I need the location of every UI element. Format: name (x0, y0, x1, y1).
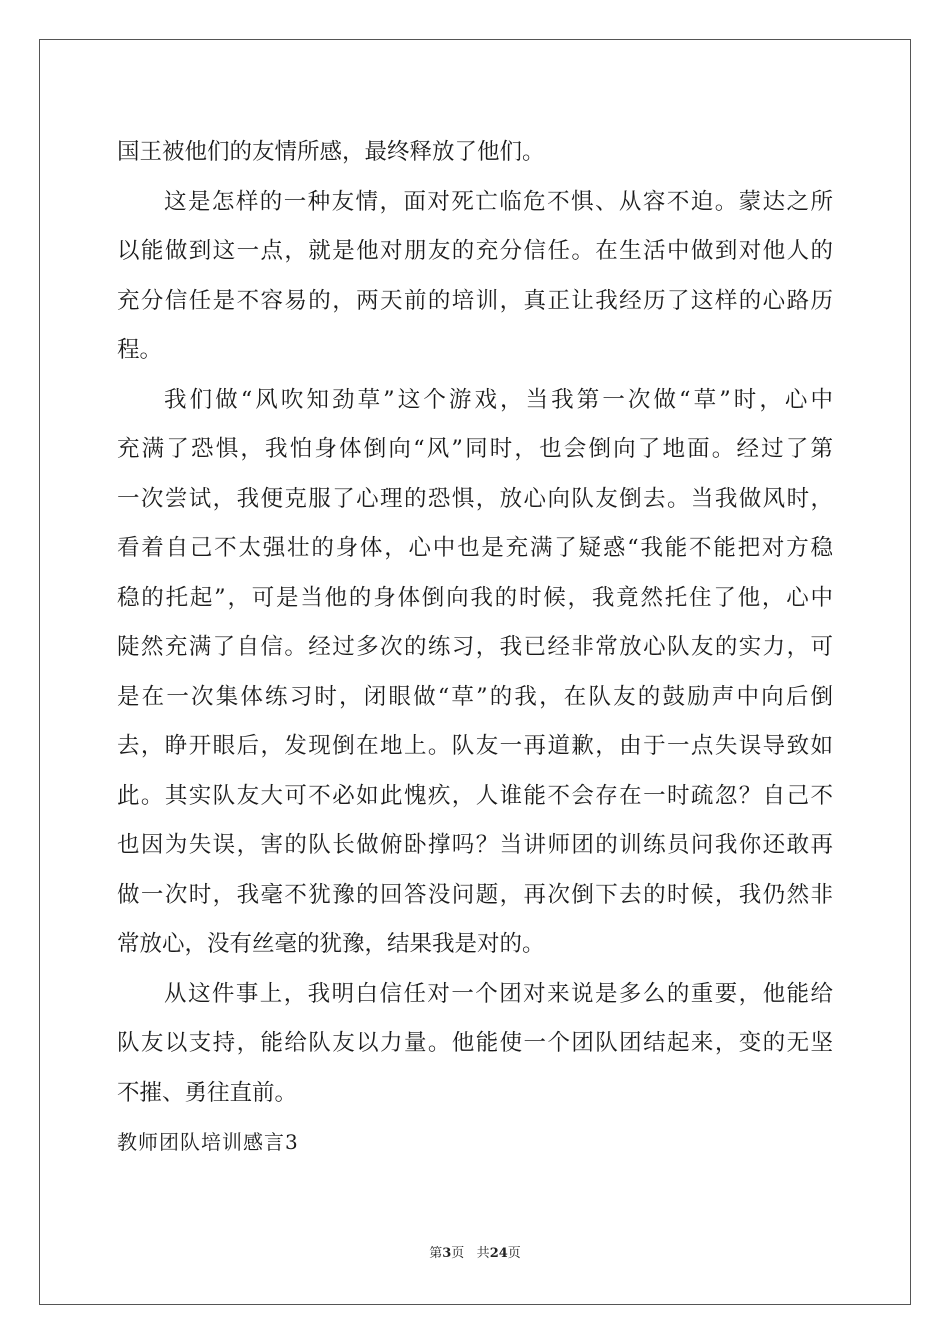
text-line-3: 以能做到这一点，就是他对朋友的充分信任。在生活中做到对他人的 (117, 238, 833, 264)
text-line-2: 这是怎样的一种友情，面对死亡临危不惧、从容不迫。蒙达之所 (164, 188, 833, 215)
text-line-17: 常放心，没有丝毫的犹豫，结果我是对的。 (117, 931, 545, 957)
text-line-7: 充满了恐惧，我怕身体倒向“风”同时，也会倒向了地面。经过了第 (117, 436, 833, 462)
text-line-15: 也因为失误，害的队长做俯卧撑吗？当讲师团的训练员问我你还敢再 (117, 832, 833, 858)
page-footer (0, 1244, 950, 1264)
text-line-8: 一次尝试，我便克服了心理的恐惧，放心向队友倒去。当我做风时， (117, 485, 833, 512)
document-body (117, 128, 833, 1168)
total-pages: 24 (489, 1246, 508, 1261)
text-line-6: 我们做“风吹知劲草”这个游戏，当我第一次做“草”时，心中 (164, 386, 833, 413)
text-line-11: 陡然充满了自信。经过多次的练习，我已经非常放心队友的实力，可 (117, 634, 833, 660)
text-line-20: 不摧、勇往直前。 (117, 1079, 298, 1106)
text-line-1: 国王被他们的友情所感，最终释放了他们。 (117, 139, 545, 165)
text-line-16: 做一次时，我毫不犹豫的回答没问题，再次倒下去的时候，我仍然非 (117, 881, 833, 908)
page-suffix: 页 (451, 1246, 465, 1261)
text-line-9: 看着自己不太强壮的身体，心中也是充满了疑惑“我能不能把对方稳 (117, 535, 833, 561)
text-line-13: 去，睁开眼后，发现倒在地上。队友一再道歉，由于一点失误导致如 (117, 733, 833, 759)
text-line-5: 程。 (117, 337, 163, 363)
text-line-14: 此。其实队友大可不必如此愧疚，人谁能不会存在一时疏忽？自己不 (117, 782, 833, 809)
page-prefix: 第 (429, 1246, 443, 1261)
page-number: 3 (442, 1246, 452, 1261)
total-suffix: 页 (507, 1246, 521, 1261)
text-line-18: 从这件事上，我明白信任对一个团对来说是多么的重要，他能给 (164, 980, 833, 1007)
section-heading: 教师团队培训感言3 (117, 1130, 299, 1154)
text-line-12: 是在一次集体练习时，闭眼做“草”的我，在队友的鼓励声中向后倒 (117, 683, 833, 710)
text-line-19: 队友以支持，能给队友以力量。他能使一个团队团结起来，变的无坚 (117, 1030, 833, 1056)
total-prefix: 共 (476, 1246, 490, 1261)
text-line-4: 充分信任是不容易的，两天前的培训，真正让我经历了这样的心路历 (117, 287, 833, 314)
text-line-10: 稳的托起”，可是当他的身体倒向我的时候，我竟然托住了他，心中 (117, 584, 833, 611)
